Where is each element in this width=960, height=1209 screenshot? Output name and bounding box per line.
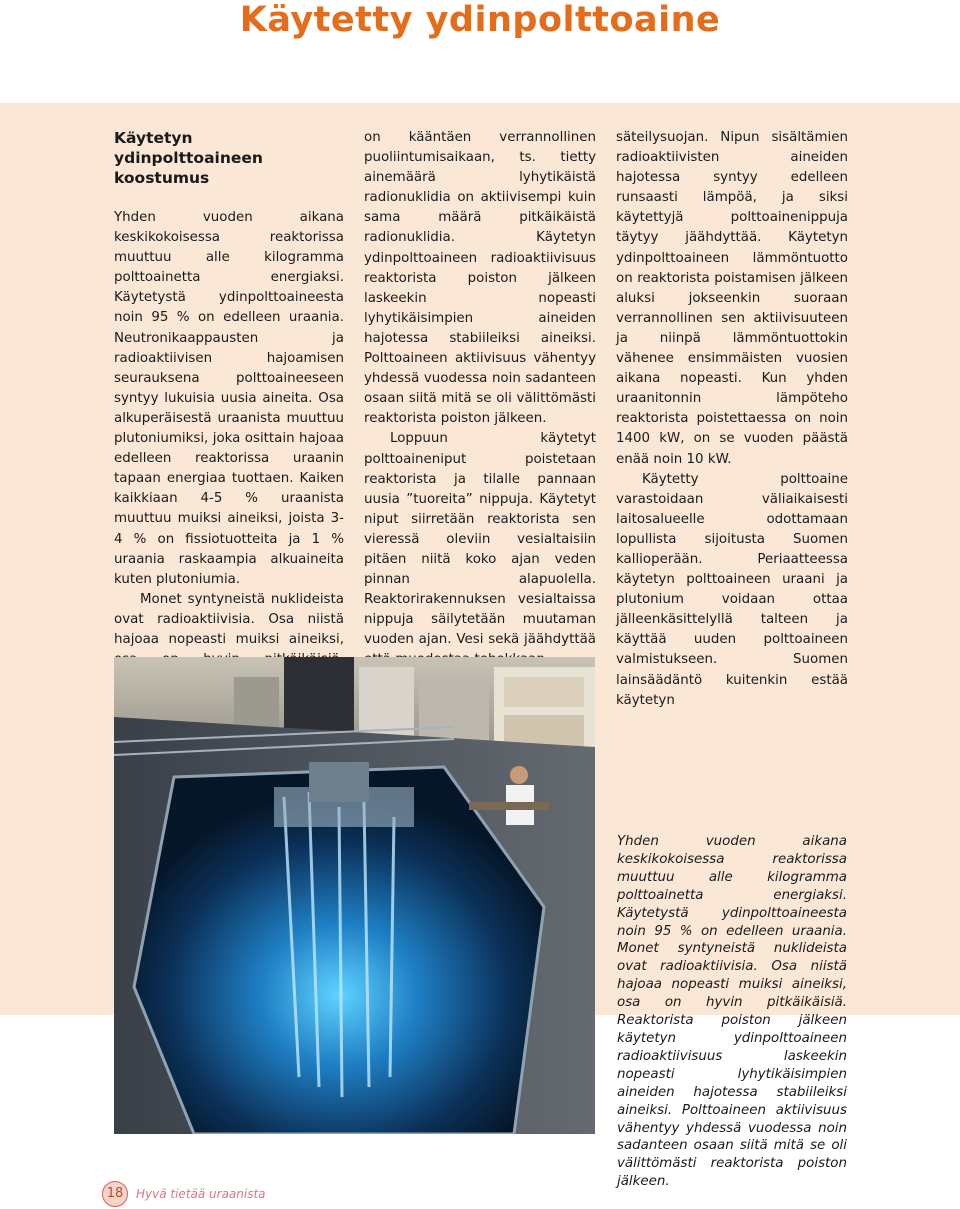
text-column-1 (114, 128, 344, 690)
page-number-badge: 18 (102, 1181, 128, 1207)
paragraph: Käytetty polttoaine varastoidaan väliaikaisesti laitosalueelle odottamaan lopullista sijoitusta Suomen kallioperään. Periaatteessa käytetyn polttoaineen uraani ja plutonium voidaan ottaa jälleenkäsittelyllä talteen ja käyttää uuden polttoaineen valmistukseen. Suomen lainsäädäntö kuitenkin estää käytetyn (616, 471, 848, 708)
paragraph: on kääntäen verrannollinen puoliintumisaikaan, ts. tietty ainemäärä lyhytikäistä radionuklidia on aktiivisempi kuin sama määrä pitkäikäistä radionuklidia. Käytetyn ydinpolttoaineen radioaktiivisuus reaktorista poiston jälkeen laskeekin nopeasti lyhytikäisimpien aineiden hajotessa stabiileiksi aineiksi. Polttoaineen aktiivisuus vähentyy yhdessä vuodessa noin sadanteen osaan siitä mitä se oli välittömästi reaktorista poiston jälkeen. (364, 130, 596, 427)
paragraph: säteilysuojan. Nipun sisältämien radioaktiivisten aineiden hajotessa syntyy edelleen runsaasti lämpöä, ja siksi käytettyjä polttoainenippuja täytyy jäähdyttää. Käytetyn ydinpolttoaineen lämmöntuotto on reaktorista poistamisen jälkeen aluksi jokseenkin suoraan verrannollinen sen aktiivisuuteen ja niinpä lämmöntuottokin vähenee ensimmäisten vuosien aikana nopeasti. Kun yhden uraanitonnin lämpöteho reaktorista poistettaessa on noin 1400 kW, on se vuoden päästä enää noin 10 kW. (616, 130, 848, 467)
section-heading: Käytetyn ydinpolttoaineen koostumus (114, 129, 263, 187)
text-column-2 (364, 128, 596, 671)
paragraph: Monet syntyneistä nuklideista ovat radioaktiivisia. Osa niistä hajoaa nopeasti muiksi aineiksi, (114, 591, 344, 647)
page-title: Käytetty ydinpolttoaine (239, 0, 721, 40)
photo-caption: Yhden vuoden aikana keskikokoisessa reaktorissa muuttuu alle kilogramma polttoainetta energiaksi. Käytetystä ydinpolttoaineesta noin 95 % on edelleen uraania. Monet syntyneistä nuklideista ovat radioaktiivisia. Osa niistä hajoaa nopeasti muiksi aineiksi, osa on hyvin pitkäikäisiä. Reaktorista poiston jälkeen käytetyn ydinpolttoaineen radioaktiivisuus laskeekin nopeasti lyhytikäisimpien aineiden hajotessa stabiileiksi aineiksi. Polttoaineen aktiivisuus vähentyy yhdessä vuodessa noin sadanteen osaan siitä mitä se oli välittömästi reaktorista poiston jälkeen. (617, 834, 847, 1190)
paragraph: Yhden vuoden aikana keskikokoisessa reaktorissa muuttuu alle kilogramma polttoainetta energiaksi. Käytetystä ydinpolttoaineesta noin 95 % on edelleen uraania. Neutronikaappausten ja radioaktiivisen hajoamisen seurauksena polttoaineeseen syntyy lukuisia uusia aineita. Osa alkuperäisestä uraanista muuttuu plutoniumiksi, joka osittain hajoaa edelleen reaktorissa uraanin tapaan energiaa tuottaen. Kaiken kaikkiaan 4-5 % uraanista muuttuu muiksi aineiksi, joista 3-4 % on fissiotuotteita ja 1 % uraania raskaampia alkuaineita kuten plutoniumia. (114, 210, 344, 587)
publication-name: Hyvä tietää uraanista (136, 1187, 266, 1201)
reactor-pool-illustration (114, 657, 595, 1134)
paragraph: Loppuun käytetyt polttoaineniput poistetaan reaktorista ja tilalle pannaan uusia ”tuoreita” nippuja. Käytetyt niput siirretään reaktorista sen vieressä oleviin vesialtaisiin pitäen niitä koko ajan veden pinnan alapuolella. Reaktorirakennuksen vesialtaissa nippuja säilytetään muutaman vuoden ajan. Vesi sekä jäähdyttää (364, 431, 596, 648)
text-column-3 (616, 128, 848, 711)
reactor-pool-photo (114, 657, 595, 1134)
